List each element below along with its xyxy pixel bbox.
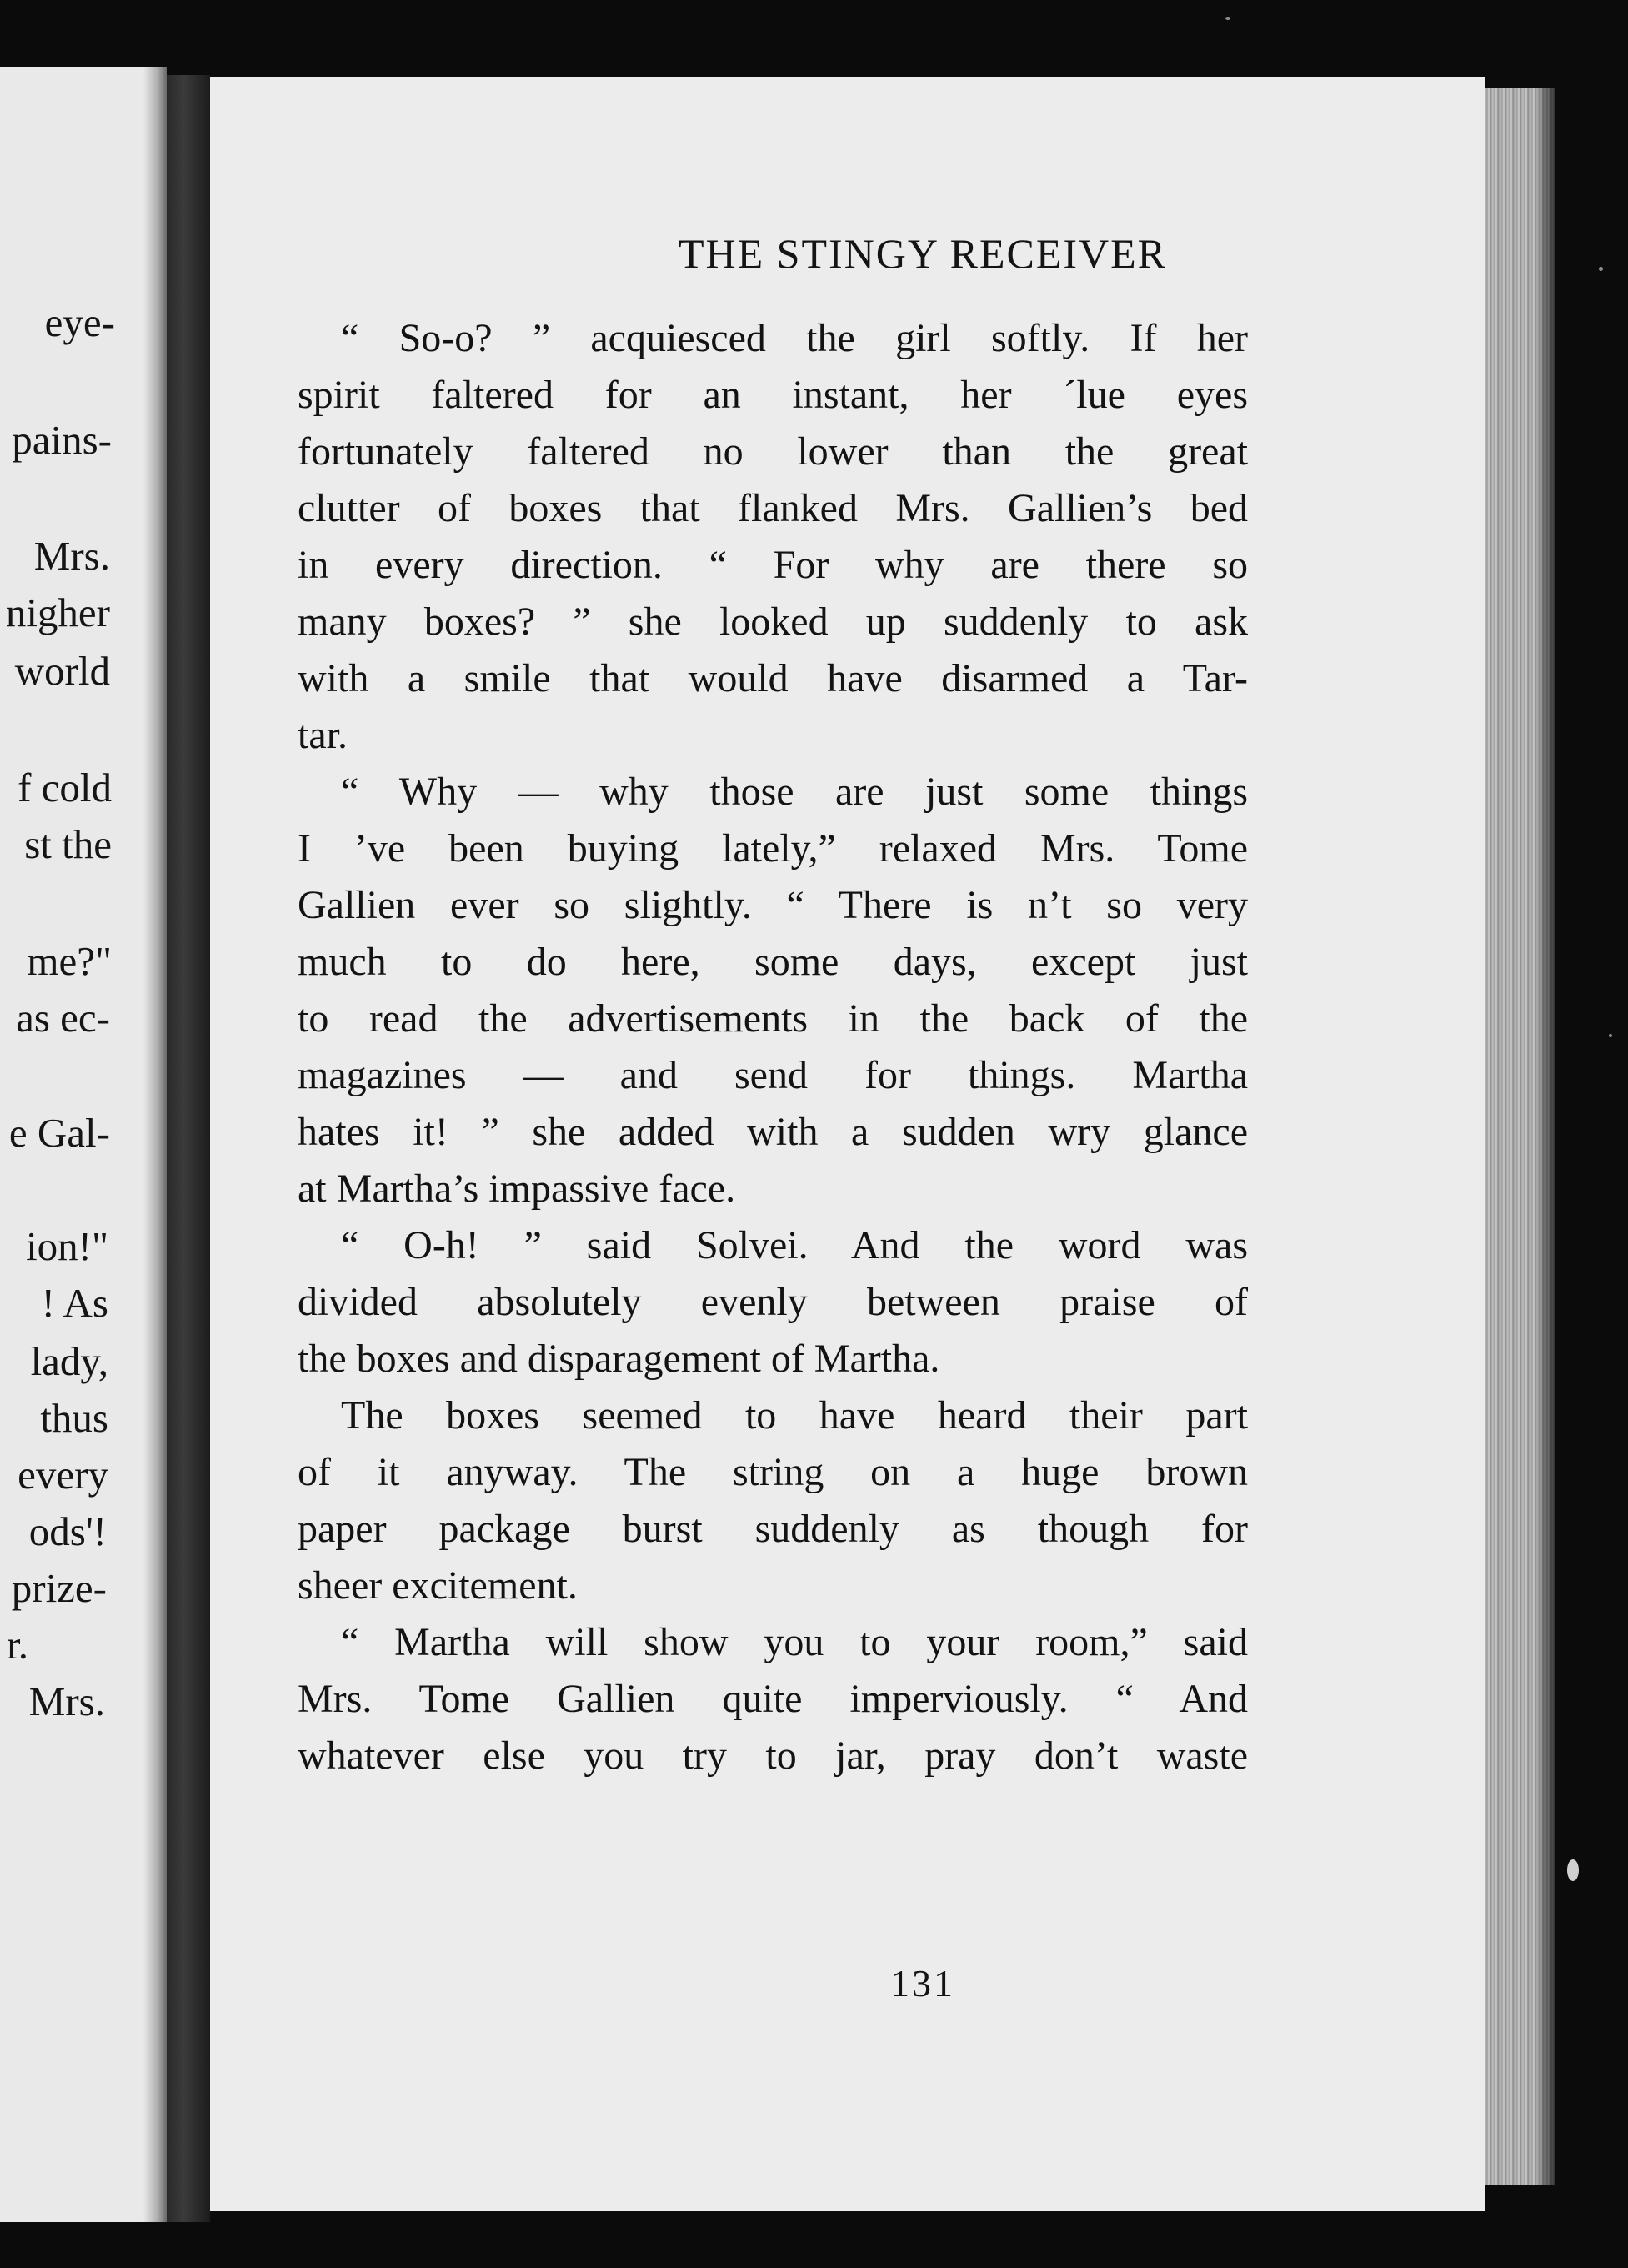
text-line: Gallien ever so slightly. “ There is n’t so very xyxy=(298,883,1248,927)
left-gutter-shadow xyxy=(143,67,167,2222)
text-line: fortunately faltered no lower than the great xyxy=(298,429,1248,474)
text-line: with a smile that would have disarmed a Tar- xyxy=(298,656,1248,700)
left-line: e Gal- xyxy=(8,1110,110,1156)
left-line: ! As xyxy=(41,1280,108,1326)
left-line: prize- xyxy=(11,1565,107,1611)
text-line: “ O-h! ” said Solvei. And the word was xyxy=(341,1223,1248,1267)
left-line: pains- xyxy=(12,417,112,463)
text-line: in every direction. “ For why are there so xyxy=(298,543,1248,587)
running-head: THE STINGY RECEIVER xyxy=(678,230,1168,277)
left-line: as ec- xyxy=(16,995,110,1041)
text-line: “ Why — why those are just some things xyxy=(341,770,1248,814)
left-line: nigher xyxy=(5,590,110,635)
left-line: lady, xyxy=(30,1338,108,1384)
left-line: me?" xyxy=(27,938,112,984)
text-line: to read the advertisements in the back of the xyxy=(298,996,1248,1041)
left-line: st the xyxy=(24,821,112,867)
left-line: world xyxy=(14,648,110,694)
left-line: every xyxy=(18,1452,108,1498)
text-line: whatever else you try to jar, pray don’t waste xyxy=(298,1734,1248,1778)
text-line: divided absolutely evenly between praise of xyxy=(298,1280,1248,1324)
left-line: Mrs. xyxy=(33,533,110,579)
book-gutter xyxy=(167,75,210,2222)
left-line: ion!" xyxy=(26,1223,108,1269)
scan-speck xyxy=(1225,17,1230,20)
text-line: I ’ve been buying lately,” relaxed Mrs. Tome xyxy=(298,826,1248,871)
text-line: magazines — and send for things. Martha xyxy=(298,1053,1248,1097)
text-line: The boxes seemed to have heard their part xyxy=(341,1393,1248,1438)
text-line: at Martha’s impassive face. xyxy=(298,1167,736,1211)
text-line: sheer excitement. xyxy=(298,1563,578,1608)
text-line: clutter of boxes that flanked Mrs. Gallien’s bed xyxy=(298,486,1248,530)
text-line: Mrs. Tome Gallien quite imperviously. “ And xyxy=(298,1677,1248,1721)
text-line: hates it! ” she added with a sudden wry glance xyxy=(298,1110,1248,1154)
scan-speck xyxy=(1567,1859,1579,1881)
text-line: “ So-o? ” acquiesced the girl softly. If her xyxy=(341,316,1248,360)
text-line: “ Martha will show you to your room,” said xyxy=(341,1620,1248,1664)
left-line: ods'! xyxy=(28,1508,107,1554)
scan-speck xyxy=(1599,267,1603,271)
text-line: spirit faltered for an instant, her ´lue eyes xyxy=(298,373,1248,417)
page-fore-edge xyxy=(1485,88,1555,2185)
text-line: of it anyway. The string on a huge brown xyxy=(298,1450,1248,1494)
book-page xyxy=(210,77,1485,2211)
left-line: r. xyxy=(7,1622,28,1668)
text-line: tar. xyxy=(298,713,348,757)
left-line: thus xyxy=(40,1395,108,1441)
text-line: the boxes and disparagement of Martha. xyxy=(298,1337,940,1381)
left-line: eye- xyxy=(44,299,115,345)
left-line: Mrs. xyxy=(28,1678,105,1724)
text-line: paper package burst suddenly as though for xyxy=(298,1507,1248,1551)
page-number: 131 xyxy=(890,1962,955,2005)
scan-speck xyxy=(1609,1034,1612,1037)
text-line: much to do here, some days, except just xyxy=(298,940,1248,984)
body-text xyxy=(298,310,1248,1784)
text-line: many boxes? ” she looked up suddenly to ask xyxy=(298,600,1248,644)
left-line: f cold xyxy=(18,765,112,810)
left-page-fragment xyxy=(0,67,167,2222)
